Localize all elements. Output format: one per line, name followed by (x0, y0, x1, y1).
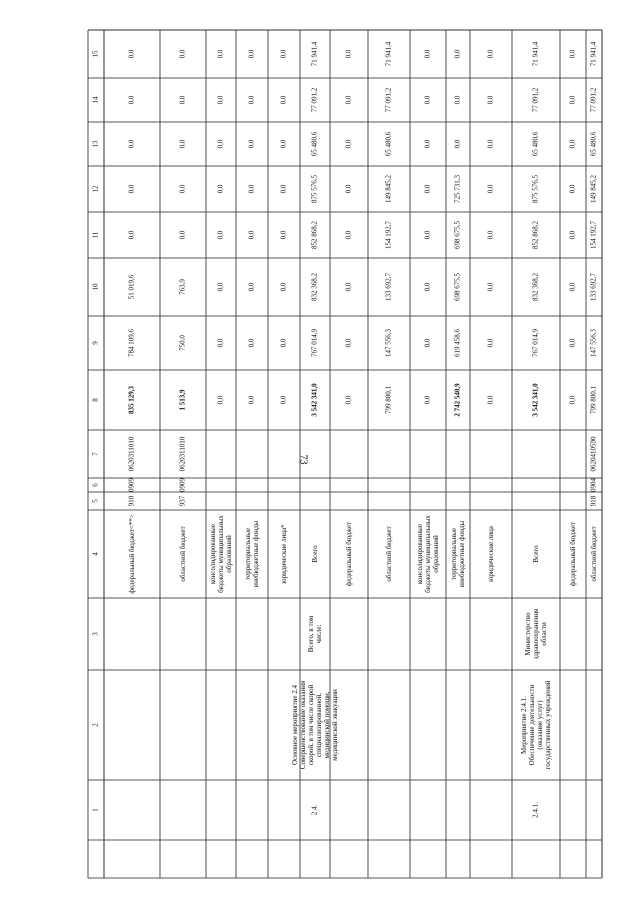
table-cell-text: 0,0 (279, 184, 288, 194)
table-cell-text: 0904 (589, 478, 598, 492)
table-cell-text: 0,0 (344, 184, 353, 194)
table-cell-text: консолидированныебюджеты муниципальныхобразований (415, 515, 440, 593)
table-cell-text: Всего (531, 545, 540, 563)
table-cell-text: 11 (91, 231, 100, 239)
table-cell-text: 149 845,2 (589, 175, 598, 203)
table-cell-text: областной бюджет (178, 526, 187, 582)
table-cell-text: федеральный бюджет (568, 521, 577, 587)
table-cell-text: областной бюджет (589, 526, 598, 582)
table-cell-text: 0,0 (423, 95, 432, 105)
table-cell-text: 4 (91, 552, 100, 556)
table-cell-text: 13 (91, 140, 100, 148)
table-cell-text: 0,0 (127, 139, 136, 149)
table-cell-text: 0,0 (568, 184, 577, 194)
table-cell-text: 77 091,2 (310, 87, 319, 113)
table-cell-text: 0,0 (127, 184, 136, 194)
table-cell-text: 12 (91, 185, 100, 193)
table-cell-text: 147 556,3 (589, 329, 598, 357)
table-cell-text: 0,0 (178, 49, 187, 59)
table-cell-text: 875 576,5 (531, 175, 540, 203)
table-cell-text: 750,0 (178, 335, 187, 351)
table-cell-text: 0,0 (127, 49, 136, 59)
table-cell-text: 14 (91, 96, 100, 104)
table-cell-text: территориальныевнебюджетные фонды (449, 520, 466, 588)
table-cell-text: 0,0 (127, 95, 136, 105)
table-cell-text: 0,0 (178, 95, 187, 105)
table-cell-text: 763,9 (178, 279, 187, 295)
table-cell-text: 784 109,6 (127, 329, 136, 357)
table-cell-text: 2.4. (310, 804, 319, 816)
table-cell-text: 0,0 (344, 139, 353, 149)
table-cell-text: 767 014,9 (310, 329, 319, 357)
table-cell-text: 77 091,2 (531, 87, 540, 113)
table-cell-text: Министерствоздравоохраненияобласти (523, 608, 548, 660)
table-cell-text: Всего, в томчисле: (306, 615, 323, 653)
table-cell-text: 0,0 (247, 139, 256, 149)
table-cell-text: 2 742 540,9 (453, 383, 462, 417)
table-cell-text: 5 (91, 499, 100, 503)
table-cell-text: 0,0 (423, 49, 432, 59)
table-cell-text: 1 (91, 808, 100, 812)
table-cell-text: 0909 (178, 478, 187, 492)
table-cell-text: 619 458,6 (453, 329, 462, 357)
table-cell-text: 0,0 (216, 49, 225, 59)
table-cell-text: 0620311010 (127, 436, 136, 472)
table-cell-text: 0,0 (344, 49, 353, 59)
table-cell-text: 0,0 (423, 338, 432, 348)
table-cell-text: 910 (127, 495, 136, 507)
table-cell-text: 0,0 (568, 282, 577, 292)
table-cell-text: 0,0 (344, 395, 353, 405)
table-cell-text: 0,0 (423, 184, 432, 194)
table-cell-text: 0,0 (568, 95, 577, 105)
table-cell-text: 149 845,2 (384, 175, 393, 203)
table-cell-text: юридические лица* (279, 524, 288, 584)
table-cell-text: 71 941,4 (384, 41, 393, 67)
table-cell-text: 0,0 (247, 49, 256, 59)
table-cell-text: 71 941,4 (310, 41, 319, 67)
table-cell-text: 0620311010 (178, 436, 187, 472)
table-cell-text: 0,0 (127, 230, 136, 240)
table-cell-text: 0,0 (453, 95, 462, 105)
table-cell-text: 0,0 (247, 95, 256, 105)
table-cell-text: 0,0 (247, 338, 256, 348)
table-cell-text: 725 731,3 (453, 175, 462, 203)
table-cell-text: Всего (310, 545, 319, 563)
table-cell-text: 0,0 (279, 282, 288, 292)
table-cell-text: 154 192,7 (384, 221, 393, 249)
table-cell-text: федеральный бюджет (344, 521, 353, 587)
table-cell-text: 0,0 (178, 139, 187, 149)
table-cell-text: 832 368,2 (531, 273, 540, 301)
table-cell-text: 0,0 (216, 139, 225, 149)
table-cell-text: 0,0 (486, 95, 495, 105)
table-cell-text: 0,0 (216, 95, 225, 105)
table-cell-text: Основное мероприятие 2.4Совершенствование оказанияскорой, в том числе скоройспециализированной,медицинской помощи,медицинской эвакуации (290, 680, 339, 770)
table-cell-text: 0,0 (344, 95, 353, 105)
table-cell-text: 0,0 (279, 95, 288, 105)
table-cell-text: 0,0 (568, 49, 577, 59)
table-cell-text: 133 692,7 (589, 273, 598, 301)
table-cell-text: 0,0 (568, 395, 577, 405)
table-cell-text: 0,0 (279, 49, 288, 59)
table-cell-text: 698 675,5 (453, 273, 462, 301)
table-cell-text: 852 868,2 (531, 221, 540, 249)
table-cell-text: 0,0 (423, 282, 432, 292)
table-cell-text: 799 800,1 (589, 386, 598, 414)
table-cell-text: 15 (91, 50, 100, 58)
table-cell-text: 154 192,7 (589, 221, 598, 249)
table-cell-text: 3 542 341,0 (310, 383, 319, 417)
table-cell-text: 0,0 (423, 395, 432, 405)
table-cell-text: 0,0 (486, 139, 495, 149)
table-cell-text: 0,0 (247, 395, 256, 405)
table-cell-text: 8 (91, 398, 100, 402)
table-cell-text: 0,0 (344, 338, 353, 348)
table-cell-text: 0,0 (279, 395, 288, 405)
table-cell-text: 0,0 (344, 282, 353, 292)
table-cell-text: 7 (91, 452, 100, 456)
table-cell-text: 0,0 (279, 338, 288, 348)
table-cell-text: 9 (91, 341, 100, 345)
table-cell-text: 0,0 (568, 139, 577, 149)
table-cell-text: 0,0 (568, 338, 577, 348)
table-cell-text: 6 (91, 483, 100, 487)
table-cell-text: 0,0 (216, 282, 225, 292)
table-cell-text: 51 019,6 (127, 274, 136, 300)
table-cell-text: 875 576,5 (310, 175, 319, 203)
table-cell-text: территориальныевнебюджетные фонды (243, 520, 260, 588)
table-cell-text: 937 (178, 495, 187, 507)
table-cell-text: 799 800,1 (384, 386, 393, 414)
table-cell-text: 77 091,2 (589, 87, 598, 113)
table-cell-text: 65 480,6 (310, 131, 319, 157)
table-cell-text: 65 480,6 (531, 131, 540, 157)
table-cell-text: 3 (91, 632, 100, 636)
table-cell-text: 0,0 (423, 230, 432, 240)
table-cell-text: 0,0 (216, 395, 225, 405)
table-cell-text: 918 (589, 495, 598, 507)
table-cell-text: 0,0 (486, 230, 495, 240)
table-cell-text: 0,0 (486, 282, 495, 292)
table-cell-text: 65 480,6 (589, 131, 598, 157)
table-cell-text: 2.4.1. (531, 802, 540, 818)
table-cell-text: 852 868,2 (310, 221, 319, 249)
table-cell-text: 0,0 (216, 338, 225, 348)
table-cell-text: 65 480,6 (384, 131, 393, 157)
table-cell-text: 0,0 (279, 139, 288, 149)
table-cell-text: 77 091,2 (384, 87, 393, 113)
table-cell-text: 3 542 341,0 (531, 383, 540, 417)
table-cell-text: 0,0 (247, 230, 256, 240)
table-cell-text: 0,0 (178, 184, 187, 194)
table-cell-text: 0,0 (423, 139, 432, 149)
table-cell-text: юридические лица (486, 526, 495, 582)
table-cell-text: 0909 (127, 478, 136, 492)
table-cell-text: 0620410590 (589, 436, 598, 472)
table-cell-text: 71 941,4 (589, 41, 598, 67)
table-cell-text: 0,0 (486, 338, 495, 348)
table-cell-text: 0,0 (344, 230, 353, 240)
table-cell-text: 0,0 (216, 184, 225, 194)
table-cell-text: 1 513,9 (178, 389, 187, 411)
table-cell-text: 835 129,3 (127, 386, 136, 414)
table-cell-text: 0,0 (247, 282, 256, 292)
table-cell-text: 0,0 (453, 139, 462, 149)
table-cell-text: 698 675,5 (453, 221, 462, 249)
table-cell-text: 0,0 (568, 230, 577, 240)
table-cell-text: 832 368,2 (310, 273, 319, 301)
table-cell-text: 0,0 (279, 230, 288, 240)
table-cell-text: 147 556,3 (384, 329, 393, 357)
table-cell-text: 0,0 (486, 184, 495, 194)
table-cell-text: 0,0 (247, 184, 256, 194)
table-cell-text: 71 941,4 (531, 41, 540, 67)
page-number: 73 (297, 454, 309, 465)
table-cell-text: 10 (91, 283, 100, 291)
table-cell-text: областной бюджет (384, 526, 393, 582)
table-cell-text: 2 (91, 723, 100, 727)
table-cell-text: 0,0 (216, 230, 225, 240)
table-cell-text: 0,0 (178, 230, 187, 240)
table-cell-text: федеральный бюджет<**> (127, 514, 136, 594)
table-cell-text: Мероприятие 2.4.1.Обеспечение деятельности(оказание услуг)государственных учреждений (519, 680, 552, 770)
table-cell-text: 0,0 (486, 395, 495, 405)
table-cell-text: 767 014,9 (531, 329, 540, 357)
table-cell-text: консолидированныебюджеты муниципальныхобразований (208, 515, 233, 593)
table-cell-text: 0,0 (453, 49, 462, 59)
table-cell-text: 0,0 (486, 49, 495, 59)
table-cell-text: 133 692,7 (384, 273, 393, 301)
